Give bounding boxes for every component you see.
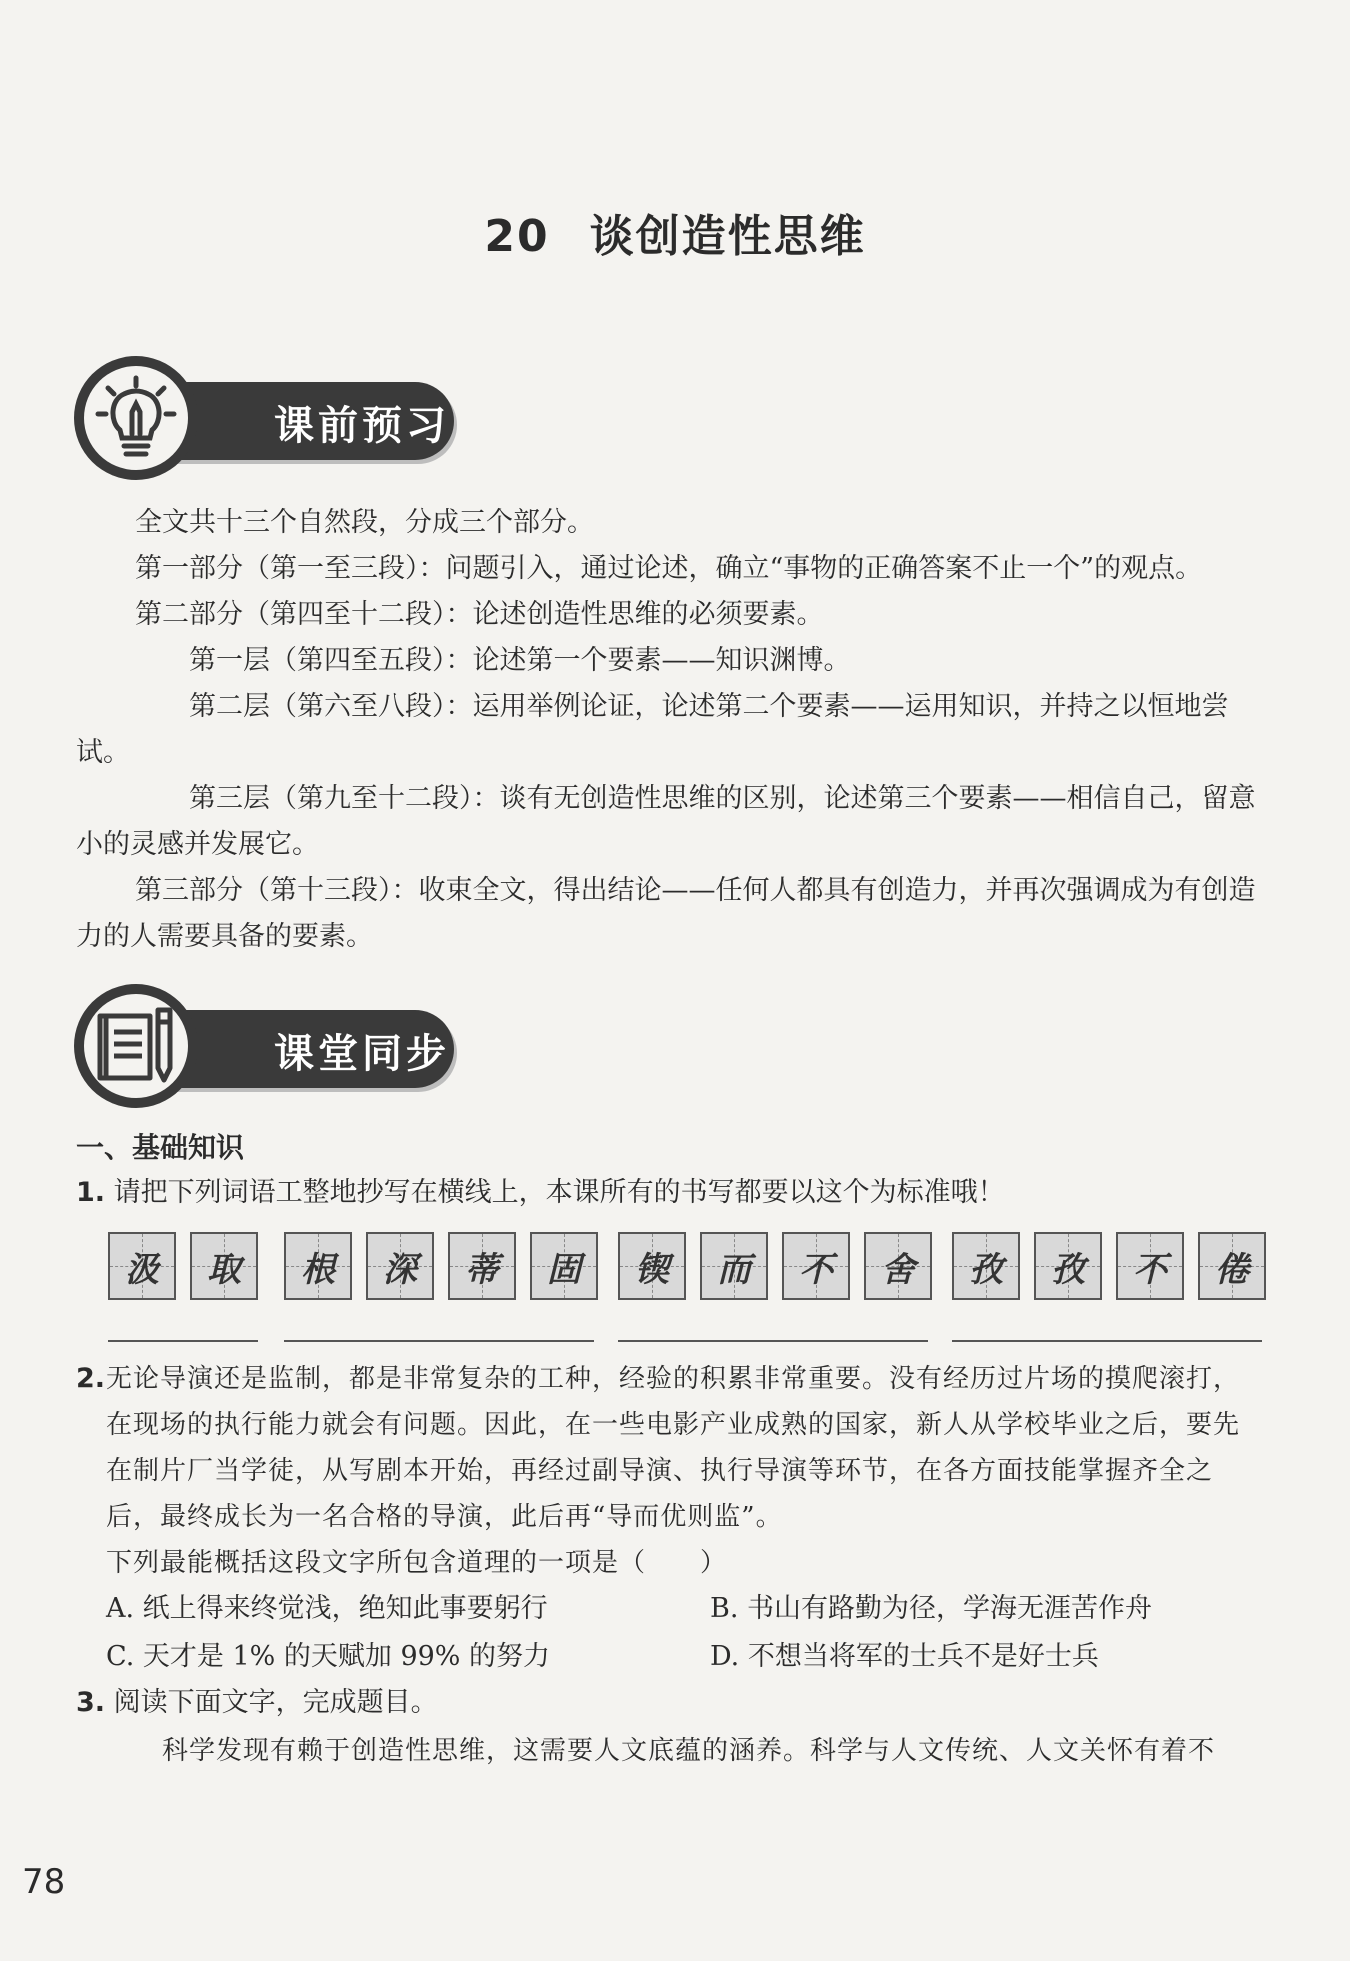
option-b[interactable]: B. 书山有路勤为径，学海无涯苦作舟 (710, 1593, 1153, 1624)
class-section-header (74, 984, 450, 1114)
char-box: 不 (1116, 1232, 1184, 1300)
preview-paragraph-2: 第一部分（第一至三段）：问题引入，通过论述，确立“事物的正确答案不止一个”的观点。 (135, 553, 1203, 584)
char-box: 孜 (1034, 1232, 1102, 1300)
char-box: 舍 (864, 1232, 932, 1300)
preview-paragraph-3: 第二部分（第四至十二段）：论述创造性思维的必须要素。 (135, 599, 824, 630)
char-box: 固 (530, 1232, 598, 1300)
lesson-title (0, 200, 1350, 264)
char-box: 汲 (108, 1232, 176, 1300)
question-1-text: 请把下列词语工整地抄写在横线上，本课所有的书写都要以这个为标准哦！ (113, 1177, 1005, 1208)
char-box: 倦 (1198, 1232, 1266, 1300)
question-3-text: 阅读下面文字，完成题目。 (113, 1687, 438, 1718)
char-box: 深 (366, 1232, 434, 1300)
question-1 (76, 1170, 1266, 1216)
question-2-number: 2. (76, 1363, 106, 1394)
answer-line-1[interactable] (108, 1340, 258, 1342)
word-group-1 (108, 1232, 258, 1300)
preview-icon-badge (74, 356, 198, 480)
char-box: 孜 (952, 1232, 1020, 1300)
question-1-number: 1. (76, 1177, 106, 1208)
question-3 (76, 1680, 1266, 1726)
preview-paragraph-7: 第三部分（第十三段）：收束全文，得出结论——任何人都具有创造力，并再次强调成为有创造力的人需要具备的要素。 (76, 875, 1256, 952)
lesson-title-text: 谈创造性思维 (589, 211, 866, 262)
char-box: 蒂 (448, 1232, 516, 1300)
char-box: 锲 (618, 1232, 686, 1300)
question-2-passage: 无论导演还是监制，都是非常复杂的工种，经验的积累非常重要。没有经历过片场的摸爬滚打，在现场的执行能力就会有问题。因此，在一些电影产业成熟的国家，新人从学校毕业之后，要先在制片厂当学徒，从写剧本开始，再经过副导演、执行导演等环节，在各方面技能掌握齐全之后，最终成长为一名合格的导演，此后再“导而优则监”。 (106, 1364, 1241, 1532)
option-c[interactable]: C. 天才是 1% 的天赋加 99% 的努力 (106, 1641, 551, 1672)
answer-line-2[interactable] (284, 1340, 594, 1342)
preview-section-header (74, 356, 450, 486)
char-box: 不 (782, 1232, 850, 1300)
preview-paragraph-5: 第二层（第六至八段）：运用举例论证，论述第二个要素——运用知识，并持之以恒地尝试。 (76, 691, 1229, 768)
preview-paragraph-1: 全文共十三个自然段，分成三个部分。 (135, 507, 594, 538)
question-3-passage: 科学发现有赖于创造性思维，这需要人文底蕴的涵养。科学与人文传统、人文关怀有着不 (162, 1736, 1216, 1766)
class-icon-badge (74, 984, 198, 1108)
preview-paragraph-6: 第三层（第九至十二段）：谈有无创造性思维的区别，论述第三个要素——相信自己，留意小的灵感并发展它。 (76, 783, 1256, 860)
basic-knowledge-heading: 一、基础知识 (76, 1131, 245, 1164)
option-d[interactable]: D. 不想当将军的士兵不是好士兵 (710, 1641, 1099, 1672)
class-heading: 课堂同步 (274, 1031, 450, 1077)
answer-line-4[interactable] (952, 1340, 1262, 1342)
page-number: 78 (22, 1862, 66, 1902)
char-box: 取 (190, 1232, 258, 1300)
preview-heading-bar (164, 382, 454, 460)
preview-heading: 课前预习 (274, 403, 450, 449)
preview-paragraph-4: 第一层（第四至五段）：论述第一个要素——知识渊博。 (189, 645, 851, 676)
class-heading-bar (164, 1010, 454, 1088)
option-a[interactable]: A. 纸上得来终觉浅，绝知此事要躬行 (106, 1593, 548, 1624)
answer-line-3[interactable] (618, 1340, 928, 1342)
notebook-pencil-icon (94, 1002, 178, 1090)
lightbulb-icon (94, 374, 178, 462)
question-3-number: 3. (76, 1687, 106, 1718)
word-group-2 (284, 1232, 598, 1300)
lesson-number: 20 (484, 211, 550, 262)
word-group-4 (952, 1232, 1266, 1300)
question-2-prompt: 下列最能概括这段文字所包含道理的一项是（ ） (106, 1548, 728, 1578)
word-group-3 (618, 1232, 932, 1300)
char-box: 根 (284, 1232, 352, 1300)
char-box: 而 (700, 1232, 768, 1300)
